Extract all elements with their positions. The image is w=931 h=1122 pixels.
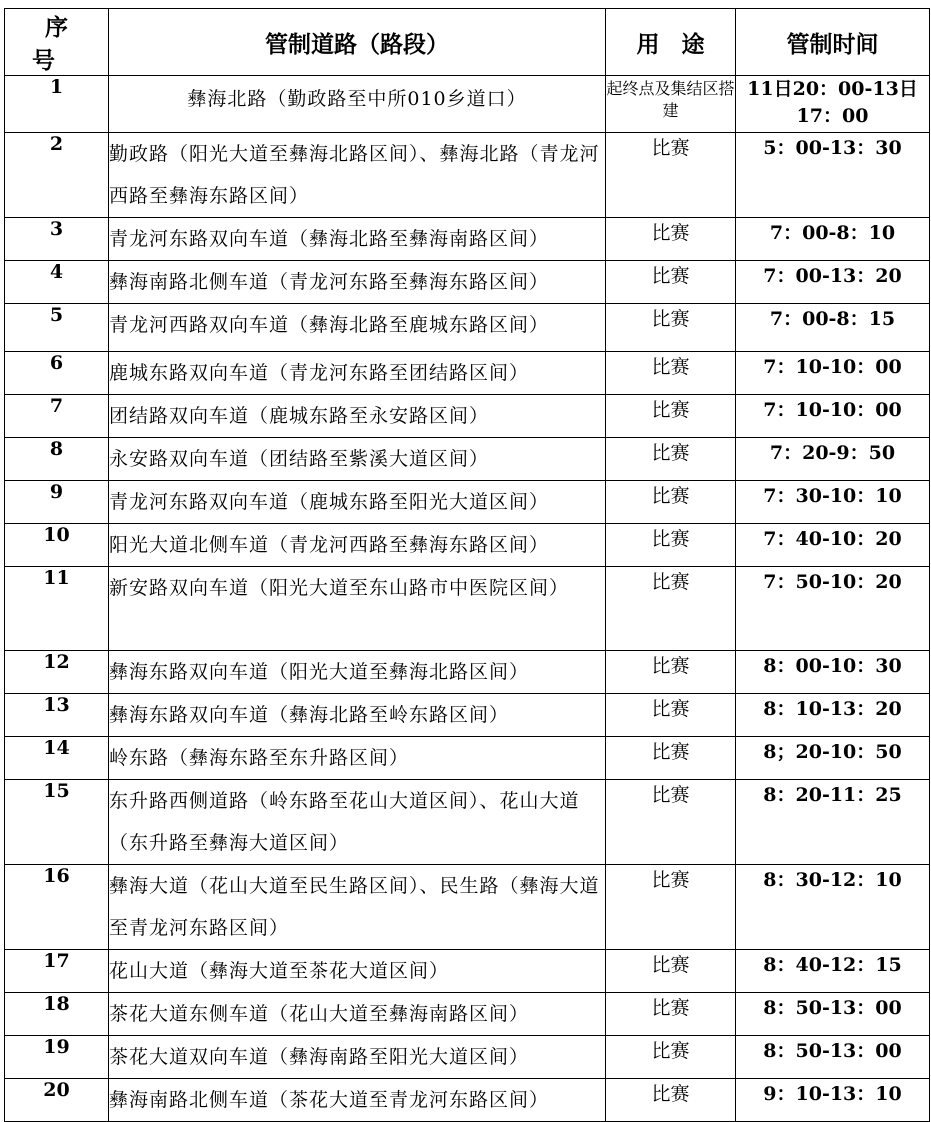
- usage: 比赛: [606, 737, 736, 780]
- row-number: 16: [5, 865, 109, 950]
- table-row: [5, 993, 930, 1036]
- road-section: 茶花大道东侧车道（花山大道至彝海南路区间）: [109, 993, 606, 1036]
- road-section: 彝海大道（花山大道至民生路区间）、民生路（彝海大道至青龙河东路区间）: [109, 865, 606, 950]
- road-section: 彝海东路双向车道（彝海北路至岭东路区间）: [109, 694, 606, 737]
- header-number: 序号: [5, 9, 109, 76]
- control-time: 8：30-12：10: [736, 865, 930, 950]
- usage: 比赛: [606, 1036, 736, 1079]
- usage: 比赛: [606, 993, 736, 1036]
- usage: 比赛: [606, 651, 736, 694]
- table-row: [5, 950, 930, 993]
- control-time: 8：40-12：15: [736, 950, 930, 993]
- control-time: 7：40-10：20: [736, 524, 930, 567]
- usage: 比赛: [606, 694, 736, 737]
- control-time: 8；20-10：50: [736, 737, 930, 780]
- usage: 比赛: [606, 438, 736, 481]
- road-section: 青龙河东路双向车道（鹿城东路至阳光大道区间）: [109, 481, 606, 524]
- usage: 比赛: [606, 567, 736, 651]
- table-row: [5, 865, 930, 950]
- row-number: 7: [5, 395, 109, 438]
- row-number: 2: [5, 133, 109, 218]
- usage: 比赛: [606, 218, 736, 261]
- row-number: 19: [5, 1036, 109, 1079]
- header-use: 用途: [606, 9, 736, 76]
- header-time: 管制时间: [736, 9, 930, 76]
- table-row: [5, 524, 930, 567]
- control-time: 7：00-8：10: [736, 218, 930, 261]
- usage: 比赛: [606, 261, 736, 304]
- row-number: 10: [5, 524, 109, 567]
- table-row: [5, 218, 930, 261]
- table-row: [5, 304, 930, 352]
- road-section: 永安路双向车道（团结路至紫溪大道区间）: [109, 438, 606, 481]
- road-section: 东升路西侧道路（岭东路至花山大道区间）、花山大道（东升路至彝海大道区间）: [109, 780, 606, 865]
- road-section: 茶花大道双向车道（彝海南路至阳光大道区间）: [109, 1036, 606, 1079]
- usage: 比赛: [606, 1079, 736, 1122]
- usage: 比赛: [606, 481, 736, 524]
- row-number: 6: [5, 352, 109, 395]
- row-number: 14: [5, 737, 109, 780]
- road-section: 彝海东路双向车道（阳光大道至彝海北路区间）: [109, 651, 606, 694]
- road-section: 岭东路（彝海东路至东升路区间）: [109, 737, 606, 780]
- row-number: 20: [5, 1079, 109, 1122]
- road-section: 团结路双向车道（鹿城东路至永安路区间）: [109, 395, 606, 438]
- row-number: 12: [5, 651, 109, 694]
- table-row: [5, 780, 930, 865]
- road-section: 阳光大道北侧车道（青龙河西路至彝海东路区间）: [109, 524, 606, 567]
- row-number: 11: [5, 567, 109, 651]
- usage: 比赛: [606, 524, 736, 567]
- table-row: [5, 438, 930, 481]
- table-row: [5, 694, 930, 737]
- road-section: 彝海南路北侧车道（茶花大道至青龙河东路区间）: [109, 1079, 606, 1122]
- usage: 比赛: [606, 865, 736, 950]
- road-section: 青龙河西路双向车道（彝海北路至鹿城东路区间）: [109, 304, 606, 352]
- control-time: 8：20-11：25: [736, 780, 930, 865]
- traffic-control-table: [4, 8, 930, 1122]
- control-time: 11日20：00-13日17：00: [736, 76, 930, 133]
- row-number: 18: [5, 993, 109, 1036]
- control-time: 9：10-13：10: [736, 1079, 930, 1122]
- usage: 比赛: [606, 304, 736, 352]
- table-row: [5, 737, 930, 780]
- row-number: 17: [5, 950, 109, 993]
- road-section: 勤政路（阳光大道至彝海北路区间）、彝海北路（青龙河西路至彝海东路区间）: [109, 133, 606, 218]
- control-time: 7：00-8：15: [736, 304, 930, 352]
- row-number: 3: [5, 218, 109, 261]
- road-section: 青龙河东路双向车道（彝海北路至彝海南路区间）: [109, 218, 606, 261]
- table-row: [5, 76, 930, 133]
- usage: 比赛: [606, 352, 736, 395]
- usage: 比赛: [606, 395, 736, 438]
- table-row: [5, 352, 930, 395]
- table-row: [5, 395, 930, 438]
- control-time: 8：50-13：00: [736, 993, 930, 1036]
- row-number: 4: [5, 261, 109, 304]
- control-time: 8：00-10：30: [736, 651, 930, 694]
- control-time: 5：00-13：30: [736, 133, 930, 218]
- row-number: 5: [5, 304, 109, 352]
- control-time: 8：10-13：20: [736, 694, 930, 737]
- control-time: 7：30-10：10: [736, 481, 930, 524]
- table-row: [5, 133, 930, 218]
- road-section: 鹿城东路双向车道（青龙河东路至团结路区间）: [109, 352, 606, 395]
- table-row: [5, 651, 930, 694]
- control-time: 7：10-10：00: [736, 395, 930, 438]
- control-time: 7：10-10：00: [736, 352, 930, 395]
- control-time: 8：50-13：00: [736, 1036, 930, 1079]
- control-time: 7：00-13：20: [736, 261, 930, 304]
- row-number: 9: [5, 481, 109, 524]
- usage: 比赛: [606, 780, 736, 865]
- road-section: 花山大道（彝海大道至茶花大道区间）: [109, 950, 606, 993]
- table-row: [5, 567, 930, 651]
- road-section: 彝海北路（勤政路至中所010乡道口）: [109, 76, 606, 133]
- table-row: [5, 481, 930, 524]
- road-section: 新安路双向车道（阳光大道至东山路市中医院区间）: [109, 567, 606, 651]
- header-row: [5, 9, 930, 76]
- control-time: 7：20-9：50: [736, 438, 930, 481]
- row-number: 13: [5, 694, 109, 737]
- control-time: 7：50-10：20: [736, 567, 930, 651]
- usage: 起终点及集结区搭建: [606, 76, 736, 133]
- road-section: 彝海南路北侧车道（青龙河东路至彝海东路区间）: [109, 261, 606, 304]
- usage: 比赛: [606, 950, 736, 993]
- row-number: 1: [5, 76, 109, 133]
- table-row: [5, 261, 930, 304]
- row-number: 8: [5, 438, 109, 481]
- table-row: [5, 1036, 930, 1079]
- header-road: 管制道路（路段）: [109, 9, 606, 76]
- usage: 比赛: [606, 133, 736, 218]
- table-row: [5, 1079, 930, 1122]
- row-number: 15: [5, 780, 109, 865]
